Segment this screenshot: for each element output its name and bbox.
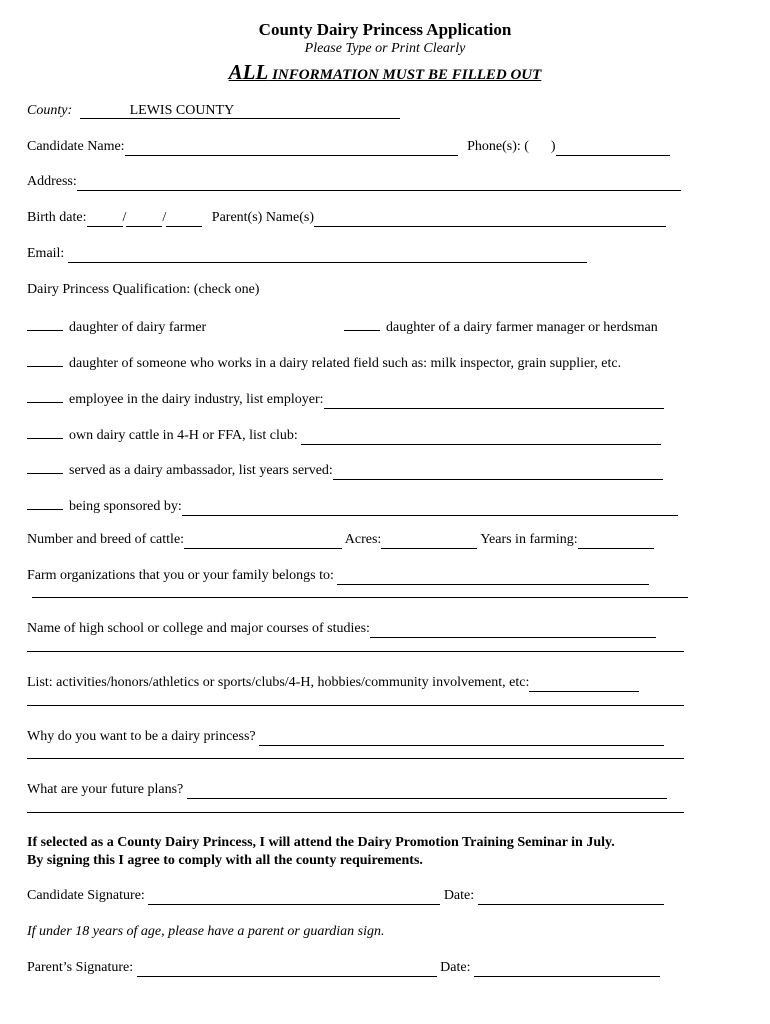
organizations-field[interactable] xyxy=(337,569,649,585)
candidate-signature-field[interactable] xyxy=(148,889,440,905)
farm-row xyxy=(27,530,654,550)
qualification-option-label: served as a dairy ambassador, list years served: xyxy=(69,463,333,478)
candidate-name-field[interactable] xyxy=(125,140,458,156)
why-field[interactable] xyxy=(259,730,664,746)
parent-signature-field[interactable] xyxy=(137,961,437,977)
qualification-checkbox[interactable] xyxy=(344,315,380,331)
qualification-checkbox[interactable] xyxy=(27,315,63,331)
school-field[interactable] xyxy=(370,622,656,638)
qualification-checkbox[interactable] xyxy=(27,423,63,439)
phone-area-code-field[interactable] xyxy=(529,140,551,155)
banner-text: INFORMATION MUST BE FILLED OUT xyxy=(268,67,542,83)
birth-row xyxy=(27,208,666,228)
county-value: LEWIS COUNTY xyxy=(129,103,235,118)
qualification-option-label: daughter of someone who works in a dairy related field such as: milk inspector, grain supplier, etc. xyxy=(69,356,622,371)
agreement-line-2: By signing this I agree to comply with all the county requirements. xyxy=(27,853,423,868)
qualification-heading: Dairy Princess Qualification: (check one) xyxy=(27,282,260,297)
organizations-extra-line[interactable] xyxy=(32,597,688,598)
activities-row xyxy=(27,673,639,693)
qualification-option xyxy=(344,315,658,335)
candidate-date-field[interactable] xyxy=(478,889,664,905)
candidate-row xyxy=(27,137,670,157)
address-field[interactable] xyxy=(77,175,681,191)
form-subtitle: Please Type or Print Clearly xyxy=(304,41,466,56)
email-label: Email: xyxy=(27,246,65,261)
school-row xyxy=(27,619,656,639)
school-extra-line[interactable] xyxy=(27,651,684,652)
phone-close-paren: ) xyxy=(550,139,556,154)
parent-name-field[interactable] xyxy=(314,211,666,227)
agreement-line-1: If selected as a County Dairy Princess, I will attend the Dairy Promotion Training Seminar in July. xyxy=(27,835,615,850)
parent-date-label: Date: xyxy=(440,960,471,975)
plans-field[interactable] xyxy=(187,783,667,799)
club-field[interactable] xyxy=(301,429,661,445)
years-farming-label: Years in farming: xyxy=(480,532,578,547)
candidate-signature-row xyxy=(27,886,664,906)
qualification-option-label: daughter of a dairy farmer manager or herdsman xyxy=(386,320,658,335)
birth-slash: / xyxy=(162,210,167,225)
county-label: County: xyxy=(27,103,73,118)
birth-month-field[interactable] xyxy=(87,211,123,227)
email-row xyxy=(27,244,587,264)
phone-label: Phone(s): ( xyxy=(467,139,529,154)
acres-label: Acres: xyxy=(344,532,382,547)
school-label: Name of high school or college and major courses of studies: xyxy=(27,621,370,636)
guardian-note: If under 18 years of age, please have a parent or guardian sign. xyxy=(27,924,385,939)
why-row xyxy=(27,727,664,747)
why-extra-line[interactable] xyxy=(27,758,684,759)
qualification-option-label: daughter of dairy farmer xyxy=(69,320,207,335)
organizations-label: Farm organizations that you or your family belongs to: xyxy=(27,568,334,583)
qualification-option xyxy=(27,458,663,478)
qualification-option-label: employee in the dairy industry, list employer: xyxy=(69,392,324,407)
address-label: Address: xyxy=(27,174,77,189)
qualification-option xyxy=(27,387,664,407)
address-row xyxy=(27,172,681,192)
birth-date-label: Birth date: xyxy=(27,210,87,225)
cattle-label: Number and breed of cattle: xyxy=(27,532,185,547)
qualification-option-label: being sponsored by: xyxy=(69,499,182,514)
qualification-option xyxy=(27,423,661,443)
email-field[interactable] xyxy=(68,247,587,263)
qualification-option xyxy=(27,315,206,335)
form-banner xyxy=(0,60,770,85)
organizations-row xyxy=(27,566,649,586)
qualification-checkbox[interactable] xyxy=(27,351,63,367)
birth-slash: / xyxy=(122,210,127,225)
form-title: County Dairy Princess Application xyxy=(258,20,512,39)
phone-field[interactable] xyxy=(556,140,670,156)
activities-extra-line[interactable] xyxy=(27,705,684,706)
candidate-signature-label: Candidate Signature: xyxy=(27,888,145,903)
parent-signature-label: Parent’s Signature: xyxy=(27,960,134,975)
plans-extra-line[interactable] xyxy=(27,812,684,813)
plans-row xyxy=(27,780,667,800)
qualification-option xyxy=(27,351,621,371)
parent-name-label: Parent(s) Name(s) xyxy=(211,210,315,225)
parent-signature-row xyxy=(27,958,660,978)
birth-day-field[interactable] xyxy=(126,211,162,227)
county-field[interactable] xyxy=(80,103,400,119)
county-row xyxy=(27,101,400,121)
years-served-field[interactable] xyxy=(333,464,663,480)
birth-year-field[interactable] xyxy=(166,211,202,227)
activities-field[interactable] xyxy=(529,676,639,692)
qualification-checkbox[interactable] xyxy=(27,494,63,510)
cattle-field[interactable] xyxy=(184,533,342,549)
qualification-checkbox[interactable] xyxy=(27,458,63,474)
years-farming-field[interactable] xyxy=(578,533,654,549)
candidate-name-label: Candidate Name: xyxy=(27,139,125,154)
banner-emphasis: ALL xyxy=(228,60,269,84)
qualification-option xyxy=(27,494,678,514)
sponsor-field[interactable] xyxy=(182,500,678,516)
activities-label: List: activities/honors/athletics or sports/clubs/4-H, hobbies/community involvement, etc: xyxy=(27,675,530,690)
parent-date-field[interactable] xyxy=(474,961,660,977)
candidate-date-label: Date: xyxy=(443,888,475,903)
plans-label: What are your future plans? xyxy=(27,782,184,797)
acres-field[interactable] xyxy=(381,533,477,549)
employer-field[interactable] xyxy=(324,393,664,409)
why-label: Why do you want to be a dairy princess? xyxy=(27,729,256,744)
qualification-option-label: own dairy cattle in 4-H or FFA, list club: xyxy=(69,428,298,443)
qualification-checkbox[interactable] xyxy=(27,387,63,403)
